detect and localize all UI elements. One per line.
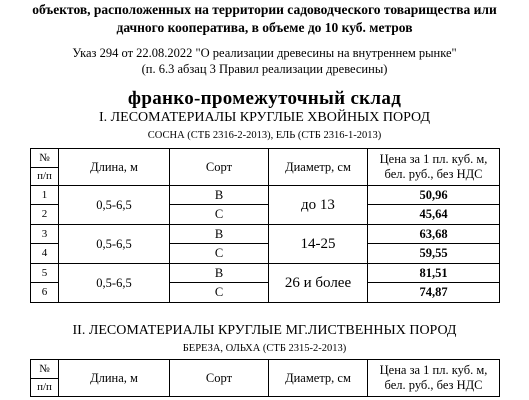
price-cell: 50,96 [368, 186, 500, 205]
price-cell: 81,51 [368, 264, 500, 283]
grade-cell: В [170, 225, 269, 244]
header-num-top: № [31, 149, 58, 168]
section1-header-row [31, 149, 500, 186]
length-cell: 0,5-6,5 [59, 186, 170, 225]
row-number: 5 [31, 264, 59, 283]
section2-subtitle: БЕРЕЗА, ОЛЬХА (СТБ 2315-2-2013) [182, 343, 347, 354]
header-grade: Сорт [170, 149, 269, 186]
header-num-bottom: п/п [37, 381, 52, 393]
section1-title: I. ЛЕСОМАТЕРИАЛЫ КРУГЛЫЕ ХВОЙНЫХ ПОРОД [98, 110, 431, 125]
table-row [31, 186, 500, 205]
section1-price-table [30, 148, 500, 303]
header-num [31, 360, 59, 397]
header-length: Длина, м [59, 149, 170, 186]
grade-cell: В [170, 264, 269, 283]
row-number: 6 [31, 283, 59, 303]
intro-line-1: объектов, расположенных на территории садоводческого товарищества или [32, 2, 497, 17]
row-number: 1 [31, 186, 59, 205]
header-num-top: № [31, 360, 58, 379]
table-row [31, 264, 500, 283]
header-diameter: Диаметр, см [269, 149, 368, 186]
decree-line-1: Указ 294 от 22.08.2022 "О реализации древесины на внутреннем рынке" [72, 46, 457, 60]
intro-line-2: дачного кооператива, в объеме до 10 куб. метров [116, 20, 413, 35]
diameter-cell: 26 и более [269, 264, 368, 303]
header-price-line2: бел. руб., без НДС [384, 378, 483, 392]
diameter-cell: до 13 [269, 186, 368, 225]
section2-header-row [31, 360, 500, 397]
grade-cell: С [170, 244, 269, 264]
grade-cell: С [170, 205, 269, 225]
header-price [368, 360, 500, 397]
price-cell: 45,64 [368, 205, 500, 225]
header-price-line2: бел. руб., без НДС [384, 167, 483, 181]
header-length: Длина, м [59, 360, 170, 397]
decree-line-2: (п. 6.3 абзац 3 Правил реализации древесины) [141, 62, 388, 76]
length-cell: 0,5-6,5 [59, 225, 170, 264]
row-number: 4 [31, 244, 59, 264]
length-cell: 0,5-6,5 [59, 264, 170, 303]
header-price-line1: Цена за 1 пл. куб. м, [379, 152, 488, 166]
warehouse-title: франко-промежуточный склад [127, 88, 402, 109]
header-num-bottom: п/п [37, 170, 52, 182]
header-grade: Сорт [170, 360, 269, 397]
table-row [31, 225, 500, 244]
diameter-cell: 14-25 [269, 225, 368, 264]
section1-subtitle: СОСНА (СТБ 2316-2-2013), ЕЛЬ (СТБ 2316-1-2013) [147, 130, 382, 141]
header-num [31, 149, 59, 186]
header-diameter: Диаметр, см [269, 360, 368, 397]
header-price-line1: Цена за 1 пл. куб. м, [379, 363, 488, 377]
header-price [368, 149, 500, 186]
row-number: 3 [31, 225, 59, 244]
price-cell: 63,68 [368, 225, 500, 244]
grade-cell: С [170, 283, 269, 303]
grade-cell: В [170, 186, 269, 205]
section2-price-table [30, 359, 500, 397]
row-number: 2 [31, 205, 59, 225]
price-cell: 59,55 [368, 244, 500, 264]
price-cell: 74,87 [368, 283, 500, 303]
section2-title: II. ЛЕСОМАТЕРИАЛЫ КРУГЛЫЕ МГ.ЛИСТВЕННЫХ ПОРОД [72, 323, 457, 338]
